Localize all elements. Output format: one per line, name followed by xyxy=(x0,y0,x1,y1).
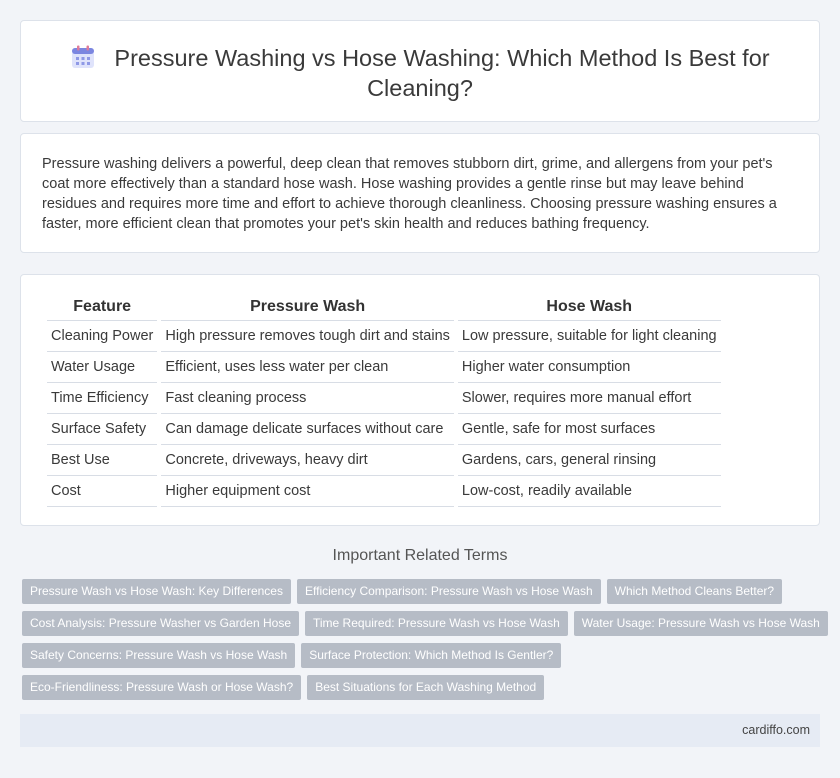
header-pressure-wash: Pressure Wash xyxy=(161,293,454,321)
title-card xyxy=(20,20,820,122)
table-row xyxy=(47,445,721,476)
header-feature: Feature xyxy=(47,293,157,321)
related-term-tag[interactable]: Which Method Cleans Better? xyxy=(607,579,782,604)
intro-paragraph: Pressure washing delivers a powerful, deep clean that removes stubborn dirt, grime, and allergens from your pet's coat more effectively than a standard hose wash. Hose washing provides a gentle rinse but may leave behind residues and requires more time and effort to achieve thorough cleanliness. Choosing pressure washing ensures a faster, more efficient clean that promotes your pet's skin health and reduces bathing frequency. xyxy=(42,156,777,232)
feature-cell: Best Use xyxy=(47,445,157,476)
table-row xyxy=(47,476,721,507)
tag-row xyxy=(22,643,822,675)
hose-wash-cell: Gentle, safe for most surfaces xyxy=(458,414,721,445)
related-term-tag[interactable]: Water Usage: Pressure Wash vs Hose Wash xyxy=(574,611,828,636)
related-term-tag[interactable]: Surface Protection: Which Method Is Gentler? xyxy=(301,643,561,668)
pressure-wash-cell: Higher equipment cost xyxy=(161,476,454,507)
hose-wash-cell: Low pressure, suitable for light cleaning xyxy=(458,321,721,352)
hose-wash-cell: Higher water consumption xyxy=(458,352,721,383)
intro-card xyxy=(20,133,820,253)
table-row xyxy=(47,352,721,383)
table-row xyxy=(47,383,721,414)
pressure-wash-cell: High pressure removes tough dirt and stains xyxy=(161,321,454,352)
page-header xyxy=(21,43,819,103)
comparison-card xyxy=(20,274,820,526)
table-header-row xyxy=(47,293,721,321)
related-term-tag[interactable]: Eco-Friendliness: Pressure Wash or Hose Wash? xyxy=(22,675,301,700)
pressure-wash-cell: Concrete, driveways, heavy dirt xyxy=(161,445,454,476)
hose-wash-cell: Low-cost, readily available xyxy=(458,476,721,507)
hose-wash-cell: Gardens, cars, general rinsing xyxy=(458,445,721,476)
table-row xyxy=(47,321,721,352)
tag-row xyxy=(22,579,822,611)
related-term-tag[interactable]: Pressure Wash vs Hose Wash: Key Differences xyxy=(22,579,291,604)
related-terms-heading: Important Related Terms xyxy=(332,547,508,564)
related-term-tag[interactable]: Cost Analysis: Pressure Washer vs Garden Hose xyxy=(22,611,299,636)
footer xyxy=(20,714,820,747)
tag-row xyxy=(22,611,822,643)
calendar-icon xyxy=(70,44,96,70)
feature-cell: Time Efficiency xyxy=(47,383,157,414)
comparison-table xyxy=(43,293,725,507)
page-title: Pressure Washing vs Hose Washing: Which Method Is Best for Cleaning? xyxy=(114,45,770,101)
feature-cell: Cleaning Power xyxy=(47,321,157,352)
hose-wash-cell: Slower, requires more manual effort xyxy=(458,383,721,414)
feature-cell: Surface Safety xyxy=(47,414,157,445)
related-term-tag[interactable]: Time Required: Pressure Wash vs Hose Wash xyxy=(305,611,568,636)
table-row xyxy=(47,414,721,445)
tag-row xyxy=(22,675,822,707)
feature-cell: Water Usage xyxy=(47,352,157,383)
related-terms-list xyxy=(22,579,822,707)
related-term-tag[interactable]: Best Situations for Each Washing Method xyxy=(307,675,544,700)
feature-cell: Cost xyxy=(47,476,157,507)
related-term-tag[interactable]: Safety Concerns: Pressure Wash vs Hose Wash xyxy=(22,643,295,668)
pressure-wash-cell: Efficient, uses less water per clean xyxy=(161,352,454,383)
pressure-wash-cell: Can damage delicate surfaces without care xyxy=(161,414,454,445)
pressure-wash-cell: Fast cleaning process xyxy=(161,383,454,414)
related-term-tag[interactable]: Efficiency Comparison: Pressure Wash vs Hose Wash xyxy=(297,579,601,604)
header-hose-wash: Hose Wash xyxy=(458,293,721,321)
footer-site-link[interactable]: cardiffo.com xyxy=(742,723,810,737)
